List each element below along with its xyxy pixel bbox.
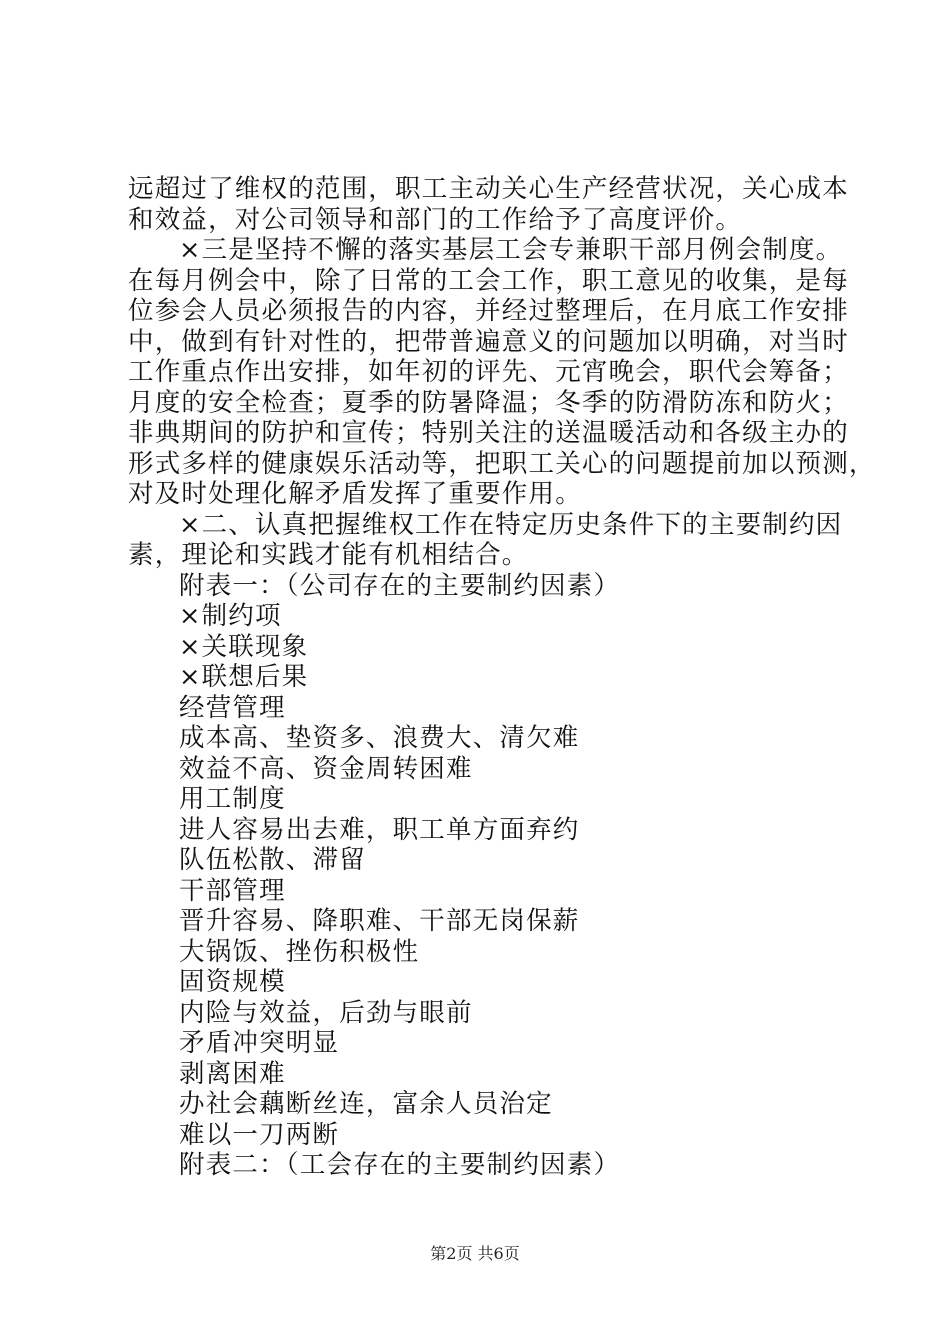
text-line: 月度的安全检查；夏季的防暑降温；冬季的防滑防冻和防火； — [128, 387, 849, 418]
text-line: 效益不高、资金周转困难 — [179, 753, 473, 784]
text-line: 难以一刀两断 — [179, 1119, 340, 1150]
text-line: 远超过了维权的范围，职工主动关心生产经营状况，关心成本 — [128, 174, 849, 204]
page-footer: 第2页 共6页 — [430, 1244, 520, 1263]
text-line: 和效益，对公司领导和部门的工作给予了高度评价。 — [128, 204, 743, 235]
text-line: 中，做到有针对性的，把带普遍意义的问题加以明确，对当时 — [128, 326, 849, 357]
text-line: 队伍松散、滞留 — [179, 845, 366, 875]
text-line: 固资规模 — [179, 967, 286, 997]
text-line: 位参会人员必须报告的内容，并经过整理后，在月底工作安排 — [128, 296, 849, 326]
text-line: ×联想后果 — [179, 662, 309, 692]
document-body — [128, 174, 876, 1181]
text-line: 非典期间的防护和宣传；特别关注的送温暖活动和各级主办的 — [128, 418, 849, 448]
text-line: 附表一：（公司存在的主要制约因素） — [179, 570, 621, 601]
text-line: 用工制度 — [179, 784, 286, 814]
text-line: 进人容易出去难，职工单方面弃约 — [179, 814, 580, 845]
text-line: 工作重点作出安排，如年初的评先、元宵晚会，职代会筹备； — [128, 357, 849, 387]
text-line: 形式多样的健康娱乐活动等，把职工关心的问题提前加以预测， — [128, 448, 876, 479]
text-line: 办社会藕断丝连，富余人员治定 — [179, 1089, 553, 1119]
text-line: 干部管理 — [179, 875, 286, 906]
text-line: 大锅饭、挫伤积极性 — [179, 936, 420, 967]
text-line: ×三是坚持不懈的落实基层工会专兼职干部月例会制度。 — [179, 235, 843, 265]
text-line: 在每月例会中，除了日常的工会工作，职工意见的收集，是每 — [128, 265, 849, 296]
text-line: ×二、认真把握维权工作在特定历史条件下的主要制约因 — [179, 509, 843, 540]
text-line: 矛盾冲突明显 — [179, 1028, 340, 1058]
text-line: 经营管理 — [179, 692, 286, 723]
text-line: ×关联现象 — [179, 631, 309, 662]
text-line: 晋升容易、降职难、干部无岗保薪 — [179, 906, 580, 936]
text-line: 内险与效益，后劲与眼前 — [179, 997, 473, 1028]
text-line: 剥离困难 — [179, 1058, 286, 1089]
text-line: 附表二：（工会存在的主要制约因素） — [179, 1150, 621, 1180]
text-line: 成本高、垫资多、浪费大、清欠难 — [179, 723, 580, 753]
text-line: ×制约项 — [179, 601, 282, 631]
text-line: 对及时处理化解矛盾发挥了重要作用。 — [128, 479, 582, 509]
text-line: 素，理论和实践才能有机相结合。 — [128, 540, 529, 570]
